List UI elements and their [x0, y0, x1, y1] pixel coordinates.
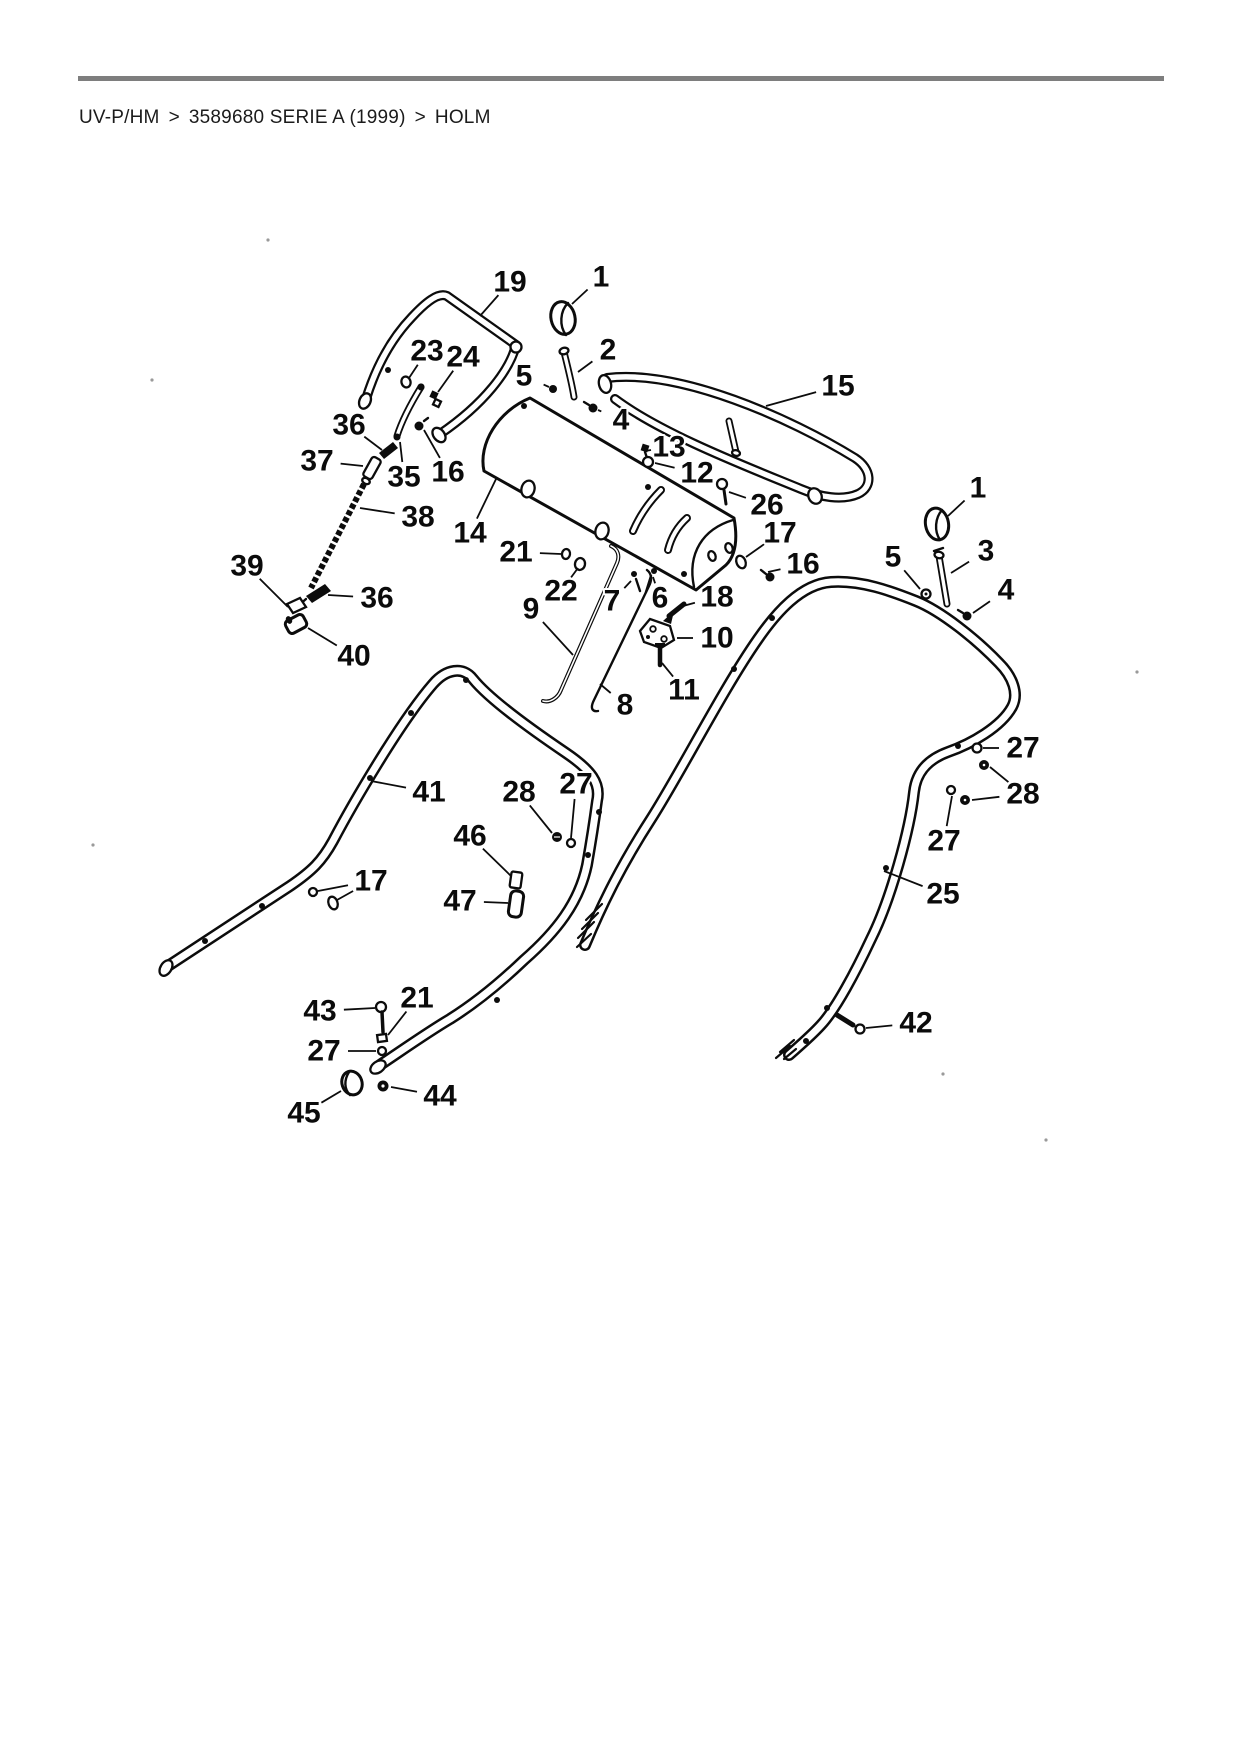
part-callout-1: 1 [592, 260, 610, 294]
leader-line [746, 544, 764, 557]
part-callout-2: 2 [599, 333, 617, 367]
part-17-ring-center [734, 554, 747, 569]
part-1-knob-left [548, 299, 578, 336]
part-callout-17: 17 [354, 864, 388, 898]
leader-line [571, 799, 575, 838]
part-callout-5: 5 [515, 359, 533, 393]
part-callout-26: 26 [750, 488, 784, 522]
leader-line [655, 463, 675, 468]
leader-line [600, 684, 611, 693]
part-callout-3: 3 [977, 534, 995, 568]
part-callout-1: 1 [969, 471, 987, 505]
leader-line [530, 805, 552, 833]
part-callout-27: 27 [307, 1034, 341, 1068]
leader-line [973, 601, 990, 613]
leader-line [768, 569, 781, 572]
part-callout-17: 17 [763, 516, 797, 550]
breadcrumb-item-model[interactable]: UV-P/HM [79, 107, 160, 128]
breadcrumb-separator: > [414, 107, 426, 128]
part-24-bolt [429, 390, 441, 407]
part-callout-47: 47 [443, 884, 477, 918]
part-callout-46: 46 [453, 819, 487, 853]
part-35-link [394, 384, 425, 441]
part-3-bolt [934, 548, 947, 604]
part-callout-42: 42 [899, 1006, 933, 1040]
part-callout-16: 16 [431, 455, 465, 489]
part-4-screw-right [958, 610, 972, 621]
leader-line [388, 1012, 406, 1036]
part-21-washer [561, 548, 571, 559]
leader-line [572, 290, 588, 305]
part-callout-22: 22 [544, 574, 578, 608]
part-callout-28: 28 [1006, 777, 1040, 811]
leader-line [729, 492, 746, 498]
leader-line [483, 849, 511, 876]
leader-line [328, 595, 353, 597]
part-36-pin-upper [379, 442, 398, 459]
leader-line [544, 385, 549, 387]
part-47-pad [508, 890, 524, 918]
part-callout-21: 21 [400, 981, 434, 1015]
part-callout-27: 27 [1006, 731, 1040, 765]
part-callout-14: 14 [453, 516, 487, 550]
part-7-pin [631, 571, 640, 591]
leader-line [951, 562, 969, 573]
leader-line [341, 464, 363, 466]
callouts [230, 261, 1039, 1130]
part-46-clip [509, 871, 522, 888]
part-callout-4: 4 [997, 573, 1015, 607]
part-45-bushing [339, 1068, 365, 1097]
leader-line [866, 1025, 892, 1028]
part-39-40-clamp [284, 598, 308, 635]
part-callout-38: 38 [401, 500, 435, 534]
part-callout-21: 21 [499, 535, 533, 569]
part-callout-8: 8 [616, 688, 634, 722]
part-37-spacer [361, 456, 382, 485]
part-callout-6: 6 [651, 581, 669, 615]
part-callout-28: 28 [502, 775, 536, 809]
part-1-knob-right [923, 506, 951, 542]
part-callout-27: 27 [559, 767, 593, 801]
part-22-washer [574, 557, 586, 571]
leader-line [477, 477, 497, 519]
part-callout-24: 24 [446, 340, 480, 374]
part-callout-43: 43 [303, 994, 337, 1028]
leader-line [598, 410, 601, 411]
leader-line [947, 796, 952, 826]
leader-line [344, 1008, 375, 1010]
part-callout-10: 10 [700, 621, 734, 655]
part-callout-18: 18 [700, 580, 734, 614]
part-4-screw-left [584, 402, 598, 413]
part-11-bolt [655, 643, 665, 665]
part-callout-40: 40 [337, 639, 371, 673]
leader-line [646, 450, 651, 451]
leader-line [624, 581, 631, 588]
leader-line [321, 1091, 341, 1103]
part-5-nut-left [549, 385, 557, 393]
part-callout-25: 25 [926, 877, 960, 911]
leader-line [766, 392, 816, 406]
part-callout-13: 13 [652, 430, 686, 464]
part-38-threaded-rod [311, 484, 364, 588]
part-16-screw-left [415, 418, 429, 431]
part-26-pin [717, 479, 727, 504]
part-2-bolt [559, 347, 574, 397]
part-44-nut [378, 1081, 389, 1092]
part-callout-39: 39 [230, 549, 264, 583]
leader-line [438, 371, 453, 392]
part-callout-37: 37 [300, 444, 334, 478]
part-callout-27: 27 [927, 824, 961, 858]
part-callout-4: 4 [612, 403, 630, 437]
leader-line [578, 361, 592, 372]
leader-line [948, 501, 965, 517]
leader-line [904, 570, 920, 589]
leader-line [371, 781, 406, 788]
part-callout-7: 7 [603, 584, 621, 618]
leader-line [400, 442, 402, 462]
part-25-upper-handlebar [577, 582, 1015, 1059]
part-5-nut-right [922, 590, 931, 599]
part-17-grommets-left [309, 888, 339, 911]
leader-line [540, 553, 561, 554]
leader-line [260, 579, 288, 607]
part-callout-35: 35 [387, 460, 421, 494]
part-callout-5: 5 [884, 540, 902, 574]
part-callout-16: 16 [786, 547, 820, 581]
leader-line [391, 1087, 417, 1092]
leader-line [318, 885, 348, 891]
leader-line [308, 628, 337, 646]
part-callout-9: 9 [522, 592, 540, 626]
part-callout-19: 19 [493, 265, 527, 299]
breadcrumb-item-series[interactable]: 3589680 SERIE A (1999) [188, 107, 406, 128]
leader-line [360, 508, 395, 513]
hardware-43-21-27 [376, 1002, 387, 1055]
part-callout-41: 41 [412, 775, 446, 809]
leader-line [543, 622, 573, 655]
part-callout-36: 36 [332, 408, 366, 442]
breadcrumb-separator: > [168, 107, 180, 128]
part-callout-45: 45 [287, 1096, 321, 1130]
leader-line [337, 891, 353, 900]
part-callout-36: 36 [360, 581, 394, 615]
part-callout-12: 12 [680, 456, 714, 490]
leader-line [972, 797, 999, 800]
part-callout-44: 44 [423, 1079, 457, 1113]
leader-line [484, 902, 508, 903]
leader-line [364, 437, 382, 450]
part-callout-11: 11 [668, 673, 700, 707]
part-callout-23: 23 [410, 334, 444, 368]
part-42-screw [837, 1015, 865, 1034]
breadcrumb-item-section[interactable]: HOLM [434, 107, 491, 128]
part-callout-15: 15 [821, 369, 855, 403]
